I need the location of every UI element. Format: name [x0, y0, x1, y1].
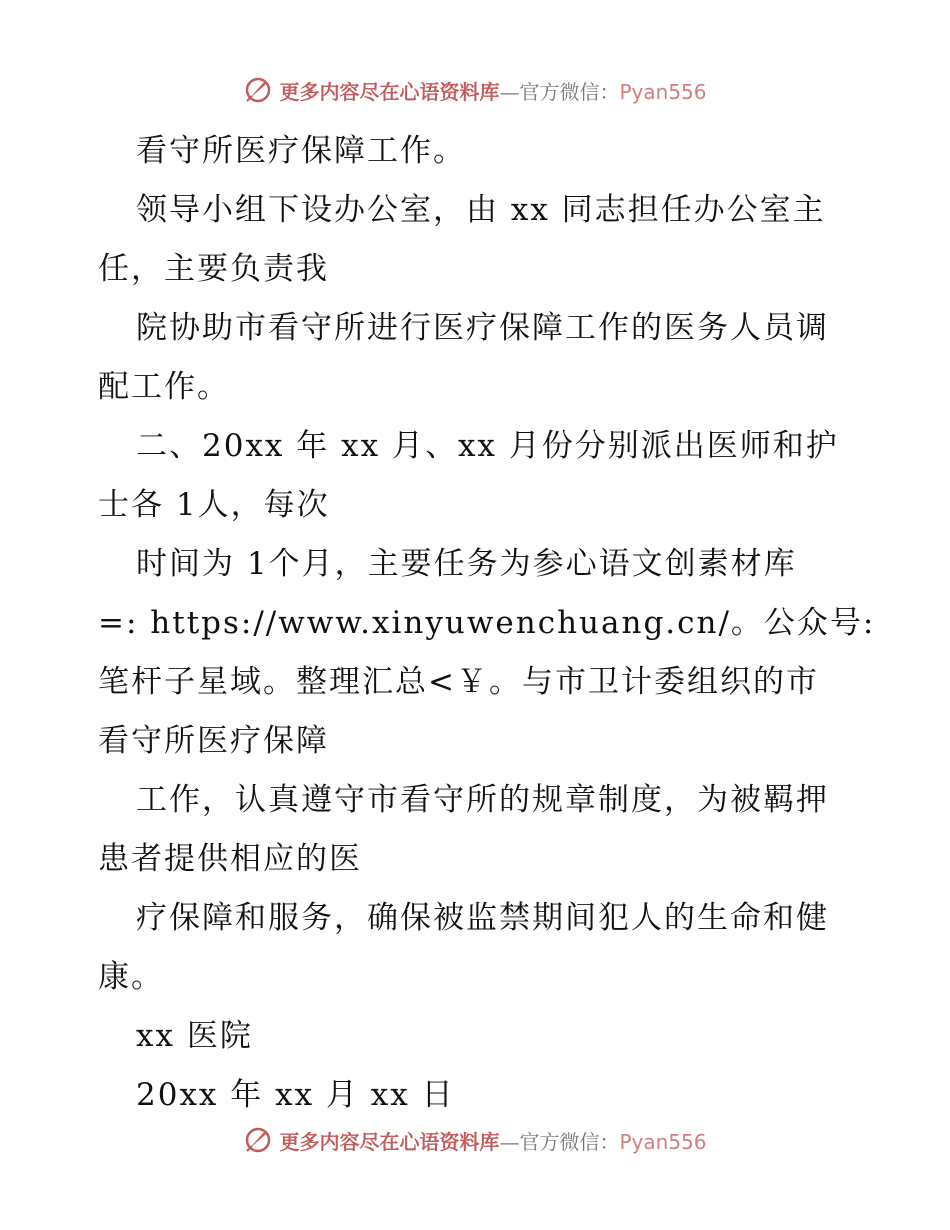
paragraph-line: 配工作。 [98, 369, 230, 405]
paragraph-line: 看守所医疗保障工作。 [136, 133, 466, 169]
paragraph-line: 时间为 1个月，主要任务为参心语文创素材库 [136, 546, 797, 582]
watermark-dash: — [499, 1129, 520, 1154]
watermark-official-label: 官方微信： [519, 79, 620, 104]
watermark-main-text: 更多内容尽在心语资料库 [279, 1129, 500, 1154]
signature-date: 20xx 年 xx 月 xx 日 [136, 1077, 455, 1113]
paragraph-line: 笔杆子星域。整理汇总<￥。与市卫计委组织的市 [98, 664, 819, 700]
paragraph-line: 院协助市看守所进行医疗保障工作的医务人员调 [136, 310, 829, 346]
watermark-wechat-id: Pyan556 [619, 1129, 707, 1154]
paragraph-line: 任，主要负责我 [98, 251, 329, 287]
quill-pen-logo-icon [243, 1125, 273, 1155]
paragraph-line: 看守所医疗保障 [98, 723, 329, 759]
paragraph-line: =: https://www.xinyuwenchuang.cn/。公众号: [98, 605, 876, 641]
paragraph-line: 康。 [98, 959, 164, 995]
watermark-footer [0, 1120, 950, 1160]
paragraph-line: 工作，认真遵守市看守所的规章制度，为被羁押 [136, 782, 829, 818]
paragraph-line: 领导小组下设办公室，由 xx 同志担任办公室主 [136, 192, 826, 228]
watermark-main-text: 更多内容尽在心语资料库 [279, 79, 500, 104]
paragraph-line: 疗保障和服务，确保被监禁期间犯人的生命和健 [136, 900, 829, 936]
watermark-official-label: 官方微信： [519, 1129, 620, 1154]
document-body [98, 122, 876, 1125]
watermark-header [0, 70, 950, 110]
paragraph-line: 士各 1人，每次 [98, 487, 330, 523]
paragraph-line: 二、20xx 年 xx 月、xx 月份分别派出医师和护 [136, 428, 839, 464]
watermark-text [279, 1126, 706, 1155]
watermark-dash: — [499, 79, 520, 104]
watermark-wechat-id: Pyan556 [619, 79, 707, 104]
signature-organization: xx 医院 [136, 1018, 253, 1054]
quill-pen-logo-icon [243, 75, 273, 105]
watermark-text [279, 76, 706, 105]
paragraph-line: 患者提供相应的医 [98, 841, 362, 877]
